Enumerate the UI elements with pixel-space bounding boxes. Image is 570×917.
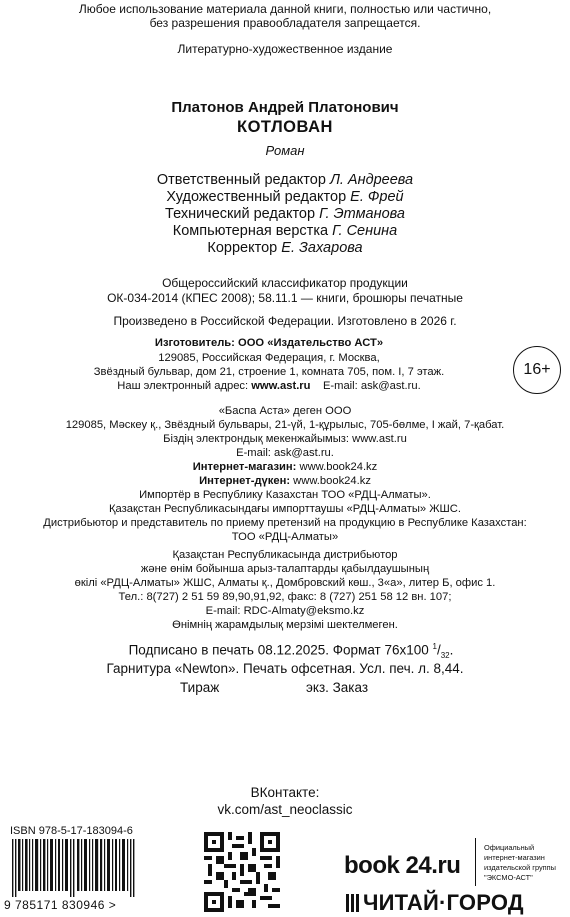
staff-role: Технический редактор (165, 206, 316, 222)
print-signed (6, 642, 570, 660)
importer-line: Импортёр в Республику Казахстан ТОО «РДЦ-Алматы». (139, 489, 431, 501)
copyright-line: без разрешения правообладателя запрещается. (149, 16, 421, 30)
official-store-note (484, 843, 556, 883)
isbn-barcode (4, 825, 149, 913)
staff-line (0, 240, 570, 257)
barcode-icon (8, 839, 144, 897)
qr-code-icon[interactable] (204, 832, 280, 912)
staff-line (0, 172, 570, 189)
age-rating-badge: 16+ (513, 346, 561, 394)
official-line: издательской группы (484, 863, 556, 872)
staff-role: Компьютерная верстка (172, 223, 329, 239)
print-typeface: Гарнитура «Newton». Печать офсетная. Усл. печ. л. 8,44. (106, 661, 464, 676)
importer-line: Қазақстан Республикасында дистрибьютор (172, 549, 398, 561)
official-line: Официальный (484, 843, 535, 852)
email-prefix: Наш электронный адрес: (117, 380, 252, 392)
kz-line: Біздің электрондық мекенжайымыз: www.ast.ru (163, 433, 407, 445)
official-line: "ЭКСМО-АСТ" (484, 873, 533, 882)
signed-end: . (449, 642, 454, 658)
genre: Роман (265, 143, 305, 158)
kz-line: 129085, Мәскеу қ., Звёздный бульвары, 21-үй, 1-құрылыс, 705-бөлме, I жай, 7-қабат. (65, 419, 505, 431)
manufacturer-label: Изготовитель: ООО «Издательство АСТ» (154, 337, 384, 349)
shop-label: Интернет-дүкен: (199, 475, 291, 487)
importer-line: Қазақстан Республикасындағы импорттаушы «РДЦ-Алматы» ЖШС. (109, 503, 461, 515)
shop-line (0, 474, 570, 488)
site-link[interactable]: www.ast.ru (251, 380, 311, 392)
divider (475, 838, 476, 886)
edition-type: Литературно-художественное издание (177, 42, 393, 56)
staff-line (0, 206, 570, 223)
classifier-line: ОК-034-2014 (КПЕС 2008); 58.11.1 — книги, брошюры печатные (107, 291, 463, 305)
importer-line: және өнім бойынша арыз-талаптарды қабылдаушының (140, 563, 430, 575)
chitai-gorod-text: ЧИТАЙ·ГОРОД (363, 890, 524, 915)
chitai-gorod-bars-icon (346, 894, 360, 912)
tirazh-label: Тираж (180, 680, 220, 695)
staff-role: Ответственный редактор (156, 172, 326, 188)
staff-name: Е. Захарова (281, 240, 363, 256)
staff-name: Л. Андреева (329, 172, 414, 188)
signed-text: Подписано в печать 08.12.2025. Формат 76х100 (128, 642, 433, 658)
staff-name: Е. Фрей (350, 189, 404, 205)
vk-label: ВКонтакте: (250, 785, 320, 800)
kz-line: «Баспа Аста» деген ООО (218, 405, 352, 417)
produced-line: Произведено в Российской Федерации. Изготовлено в 2026 г. (113, 314, 457, 328)
manufacturer-address: 129085, Российская Федерация, г. Москва, (158, 352, 380, 364)
shop-line (0, 460, 570, 474)
shop-url[interactable]: www.book24.kz (296, 461, 378, 473)
importer-line: Өнімнің жарамдылық мерзімі шектелмеген. (172, 619, 398, 631)
copyright-line: Любое использование материала данной книги, полностью или частично, (78, 2, 492, 16)
fraction-den: 32 (440, 651, 450, 661)
manufacturer-address: Звёздный бульвар, дом 21, строение 1, комната 705, пом. I, 7 этаж. (93, 366, 445, 378)
manufacturer-email (0, 379, 554, 393)
isbn-number: ISBN 978-5-17-183094-6 (10, 825, 133, 837)
email-address: E-mail: ask@ast.ru. (322, 380, 421, 392)
chitai-gorod-logo (346, 890, 524, 916)
staff-name: Г. Этманова (319, 206, 405, 222)
shop-label: Интернет-магазин: (192, 461, 297, 473)
official-line: интернет-магазин (484, 853, 545, 862)
classifier-line: Общероссийский классификатор продукции (162, 276, 408, 290)
importer-line: Дистрибьютор и представитель по приему претензий на продукцию в Республике Казахстан: (43, 517, 527, 529)
staff-name: Г. Сенина (332, 223, 398, 239)
staff-role: Художественный редактор (166, 189, 347, 205)
importer-line: ТОО «РДЦ-Алматы» (231, 531, 339, 543)
staff-line (0, 189, 570, 206)
author: Платонов Андрей Платонович (171, 99, 399, 116)
importer-line: Тел.: 8(727) 2 51 59 89,90,91,92, факс: 8 (727) 251 58 12 вн. 107; (118, 591, 452, 603)
fraction-sep: / (436, 642, 441, 658)
kz-line: E-mail: ask@ast.ru. (236, 447, 334, 459)
fraction-num: 1 (432, 642, 437, 651)
importer-line: E-mail: RDC-Almaty@eksmo.kz (205, 605, 365, 617)
staff-line (0, 223, 570, 240)
vk-link[interactable]: vk.com/ast_neoclassic (217, 802, 353, 817)
staff-role: Корректор (207, 240, 278, 256)
order-label: экз. Заказ (306, 680, 369, 695)
book24-logo: book 24.ru (344, 852, 461, 879)
book-title: КОТЛОВАН (237, 118, 333, 136)
barcode-digits: 9 785171 830946 > (4, 898, 117, 912)
importer-line: өкілі «РДЦ-Алматы» ЖШС, Алматы қ., Домбровский көш., 3«а», литер Б, офис 1. (74, 577, 496, 589)
shop-url[interactable]: www.book24.kz (290, 475, 371, 487)
